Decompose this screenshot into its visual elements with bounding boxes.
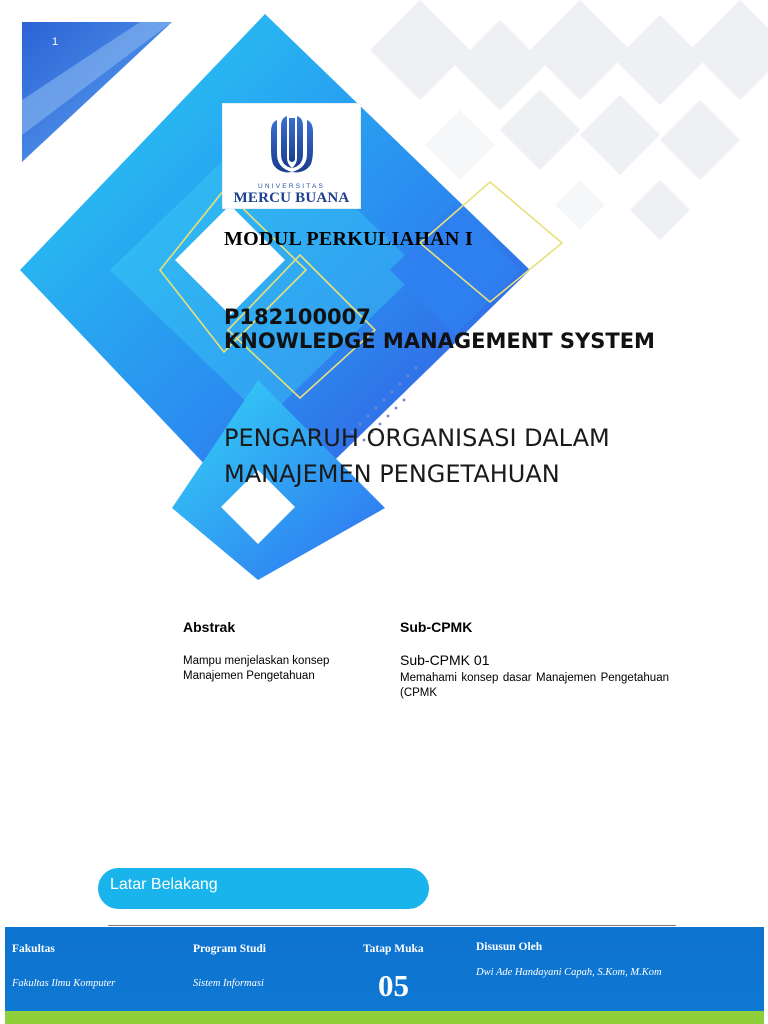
course-code: P182100007: [224, 305, 371, 329]
abstrak-heading: Abstrak: [183, 619, 236, 635]
tatap-muka-label: Tatap Muka: [363, 943, 424, 955]
section-latar-belakang: Latar Belakang: [98, 868, 429, 909]
sub-cpmk-code: Sub-CPMK 01: [400, 652, 490, 668]
sub-cpmk-description: Memahami konsep dasar Manajemen Pengetahuan (CPMK: [400, 672, 669, 699]
divider: [108, 925, 676, 926]
university-logo: [223, 104, 360, 208]
tatap-muka-value: 05: [378, 968, 409, 1003]
topic-line-1: PENGARUH ORGANISASI DALAM: [224, 424, 610, 452]
modul-title: MODUL PERKULIAHAN I: [224, 228, 474, 250]
fakultas-label: Fakultas: [12, 943, 55, 955]
page-number: 1: [52, 36, 59, 48]
topic-line-2: MANAJEMEN PENGETAHUAN: [224, 460, 560, 488]
logo-emblem-icon: [267, 114, 317, 178]
logo-name: MERCU BUANA: [233, 190, 350, 206]
fakultas-value: Fakultas Ilmu Komputer: [12, 978, 116, 989]
disusun-value: Dwi Ade Handayani Capah, S.Kom, M.Kom: [476, 967, 662, 978]
prodi-label: Program Studi: [193, 943, 266, 955]
footer-accent-strip: [5, 1011, 764, 1024]
course-name: KNOWLEDGE MANAGEMENT SYSTEM: [224, 329, 655, 353]
footer-bar: [5, 927, 764, 1011]
logo-subtitle: UNIVERSITAS: [257, 183, 326, 190]
sub-cpmk-heading: Sub-CPMK: [400, 619, 473, 635]
prodi-value: Sistem Informasi: [193, 978, 264, 989]
disusun-label: Disusun Oleh: [476, 941, 543, 953]
abstrak-text: Mampu menjelaskan konsep Manajemen Pengetahuan: [183, 655, 330, 682]
topic-title: [224, 420, 724, 492]
